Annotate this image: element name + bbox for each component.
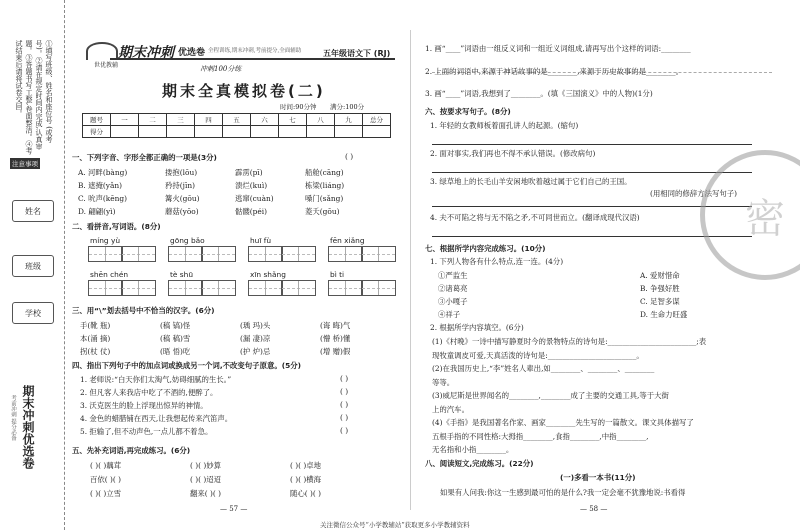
pinyin-label: gōng bǎo: [170, 236, 205, 245]
q6-4: 4. 夫不可陷之将与无不陷之矛,不可同世而立。(翻译成现代汉语): [430, 213, 640, 222]
q6-title: 六、按要求写句子。(8分): [425, 107, 511, 116]
q3-cell: (晤 悟)吃: [160, 347, 191, 356]
q4-item: 4. 金色的蜡腊铺在西天,让我想起传来汽笛声。: [80, 414, 233, 423]
match-left-item[interactable]: ④祥子: [438, 310, 461, 319]
pinyin-label: fēn xiǎng: [330, 236, 365, 245]
q6-3: 3. 绿草地上的长毛山羊安闲地吹着越过属于它们自己的王国。: [430, 177, 632, 186]
fill-line[interactable]: (4)《手指》是我国著名作家、画家________先生写的一篇散文。课文具体描写了: [432, 418, 694, 427]
answer-box[interactable]: [248, 280, 283, 296]
fill-line[interactable]: 上的汽车。: [432, 404, 469, 414]
time-label: 时间:90分钟: [280, 103, 317, 111]
q4-title: 四、指出下列句子中的加点词或换成另一个词,不改变句子原意。(5分): [72, 361, 302, 370]
left-page-number: — 57 —: [220, 505, 248, 513]
q3-cell: (增 赠)假: [320, 347, 351, 356]
match-right-item[interactable]: D. 生命力旺盛: [640, 310, 688, 319]
brand-title-2: 优选卷: [178, 48, 206, 58]
pinyin-label: shēn chén: [90, 270, 129, 279]
score-cell[interactable]: [335, 126, 363, 138]
q3-cell: 本(涌 摘): [80, 334, 111, 343]
r3: 3. 画“____”词语,我想到了________。(填《三国演义》中的人物)(1分): [425, 89, 653, 98]
q3-cell: (漏 凄)凉: [240, 334, 271, 343]
name-field[interactable]: 姓名: [12, 200, 54, 222]
notice-text: ①填写班级、姓名和座位号 (或考号)。②请在规定时间内完成,认真审题。③答题书写工整,卷面整洁。④考试结束后请将试卷交回。: [15, 40, 53, 155]
q3-cell: (瑀 玛)头: [240, 321, 271, 330]
q5-title: 五、先补充词语,再完成练习。(6分): [72, 446, 191, 455]
q3-title: 三、用“\”划去括号中不恰当的汉字。(6分): [72, 306, 215, 315]
q4-item: 2. 但凡客人来我店中吃了不酒的,便醉了。: [80, 388, 218, 397]
answer-box[interactable]: [361, 246, 396, 262]
q4-answer-paren[interactable]: ( ): [340, 426, 349, 435]
q3-cell: 手(靴 瓶): [80, 321, 111, 330]
score-header-cell: 题号: [83, 114, 111, 126]
pinyin-label: míng yù: [90, 236, 121, 245]
q5-cell[interactable]: ( )( )妙算: [190, 461, 222, 470]
q1-option: B. 遮掩(yǎn): [78, 181, 123, 190]
q5-cell[interactable]: ( )( )卓地: [290, 461, 322, 470]
pinyin-label: xīn shǎng: [250, 270, 286, 279]
q5-cell[interactable]: ( )( )迢迢: [190, 475, 222, 484]
brand-vertical-sub: 考前冲刺 提分必备: [10, 395, 16, 441]
answer-box[interactable]: [121, 246, 156, 262]
full-score-label: 满分:100分: [330, 103, 365, 111]
q5-cell[interactable]: 随心( )( ): [290, 489, 322, 498]
answer-box[interactable]: [328, 280, 363, 296]
binding-sidebar: [0, 0, 65, 530]
answer-box[interactable]: [281, 246, 316, 262]
answer-box[interactable]: [328, 246, 363, 262]
q1-option: A. 河畔(bàng): [78, 168, 128, 177]
q5-cell[interactable]: ( )( )藕茸: [90, 461, 122, 470]
q7-1: 1. 下列人物各有什么特点,连一连。(4分): [430, 257, 564, 266]
score-header-cell: 六: [251, 114, 279, 126]
q4-item: 5. 拒输了,但不动声色,一点儿都不着急。: [80, 427, 213, 436]
q2-title: 二、看拼音,写词语。(8分): [72, 222, 161, 231]
q3-cell: (诲 晦)气: [320, 321, 351, 330]
q3-cell: (稿 镐)怪: [160, 321, 191, 330]
r1: 1. 画“____”词语由一组反义词和一组近义词组成,请再写出个这样的词语:________: [425, 44, 691, 53]
practice-label: 冲刺100分练: [200, 65, 242, 73]
match-right-item[interactable]: B. 争强好胜: [640, 284, 680, 293]
bottom-note: 关注微信公众号“小学教辅站”获取更多小学教辅资料: [320, 521, 470, 529]
pinyin-label: tè shū: [170, 270, 194, 279]
q1-option-word: 栋梁(liáng): [305, 181, 345, 190]
score-header-cell: 八: [307, 114, 335, 126]
grade-label: 五年级语文下 (RJ): [323, 49, 391, 58]
page-divider: [410, 30, 411, 510]
q6-3-note: (用相同的修辞方法写句子): [650, 189, 738, 198]
reading-title: (一)多看一本书(11分): [560, 473, 636, 482]
score-cell[interactable]: [307, 126, 335, 138]
r2: 2. 上面的词语中,来源于神话故事的是________,来源于历史故事的是________。: [425, 67, 683, 76]
score-header-cell: 一: [111, 114, 139, 126]
score-cell[interactable]: [139, 126, 167, 138]
q1-option-word: 篝火(gōu): [165, 194, 200, 203]
q1-option-word: 菱夭(gōu): [305, 207, 340, 216]
score-cell[interactable]: [251, 126, 279, 138]
q4-answer-paren[interactable]: ( ): [340, 387, 349, 396]
fill-line[interactable]: 五根手指的不同性格:大拇指________,食指________,中指________,: [432, 431, 649, 441]
q3-cell: 拐(杖 仗): [80, 347, 111, 356]
publisher: 世优教辅: [94, 62, 119, 69]
match-left-item[interactable]: ③小嘎子: [438, 297, 468, 306]
q1-title: 一、下列字音、字形全都正确的一项是(3分): [72, 153, 217, 162]
school-field[interactable]: 学校: [12, 302, 54, 324]
confidential-stamp: 密: [700, 150, 800, 280]
answer-box[interactable]: [201, 246, 236, 262]
q5-cell[interactable]: 翻来( )( ): [190, 489, 222, 498]
right-page-number: — 58 —: [580, 505, 608, 513]
score-header-cell: 三: [167, 114, 195, 126]
notice-tag: 注意事项: [12, 160, 38, 168]
answer-box[interactable]: [361, 280, 396, 296]
answer-box[interactable]: [248, 246, 283, 262]
answer-box[interactable]: [121, 280, 156, 296]
q4-answer-paren[interactable]: ( ): [340, 400, 349, 409]
pinyin-label: bì ti: [330, 270, 345, 279]
q7-2: 2. 根据所学内容填空。(6分): [430, 323, 524, 332]
answer-box[interactable]: [201, 280, 236, 296]
reading-text: 如果有人问我:你这一生感到最可怕的是什么?我一定会毫不犹豫地说:书看得: [440, 488, 686, 497]
q3-cell: (稿 稿)雪: [160, 334, 191, 343]
score-cell[interactable]: [223, 126, 251, 138]
fill-line[interactable]: (3)威尼斯是世界闻名的________,________成了主要的交通工具,等于大街: [432, 391, 669, 400]
brand-title: 期末冲刺: [118, 45, 174, 61]
q1-option-word: 霹雳(pī): [235, 168, 263, 177]
q4-answer-paren[interactable]: ( ): [340, 374, 349, 383]
q1-answer-paren[interactable]: ( ): [345, 152, 354, 161]
q1-option-word: 搂抱(lōu): [165, 168, 198, 177]
q1-option-word: 逃窜(cuàn): [235, 194, 274, 203]
answer-box[interactable]: [88, 246, 123, 262]
score-header-cell: 总分: [363, 114, 391, 126]
match-left-item[interactable]: ①严监生: [438, 271, 468, 280]
page-title: 期末全真模拟卷(二): [162, 82, 326, 100]
score-header-cell: 四: [195, 114, 223, 126]
score-cell[interactable]: 得分: [83, 126, 111, 138]
pinyin-label: huī fù: [250, 236, 272, 245]
score-header-cell: 七: [279, 114, 307, 126]
q1-option-word: 骷髅(péi): [235, 207, 268, 216]
match-right-item[interactable]: A. 爱财惜命: [640, 271, 680, 280]
q1-option-word: 溃烂(kuì): [235, 181, 268, 190]
answer-box[interactable]: [88, 280, 123, 296]
score-header-cell: 二: [139, 114, 167, 126]
answer-box[interactable]: [168, 280, 203, 296]
q4-item: 1. 老师说:“白天你们太淘气,妨碍细腻的生长。”: [80, 375, 232, 384]
q1-option: C. 吮声(kēng): [78, 194, 127, 203]
score-cell[interactable]: [195, 126, 223, 138]
q1-option: D. 翩翩(yì): [78, 207, 116, 216]
q4-item: 3. 沃克医生的脸上浮现出惊异的神情。: [80, 401, 208, 410]
score-header-cell: 九: [335, 114, 363, 126]
q5-cell[interactable]: ( )( )横海: [290, 475, 322, 484]
fill-line[interactable]: 等等。: [432, 377, 455, 387]
score-table: [82, 113, 391, 138]
q5-cell[interactable]: ( )( )立雪: [90, 489, 122, 498]
q1-option-word: 蘑菇(yōo): [165, 207, 199, 216]
q5-cell[interactable]: 百依( )( ): [90, 475, 122, 484]
q1-option-word: 嗓门(sǎng): [305, 194, 344, 203]
fill-line[interactable]: (2)在我国历史上,“李”姓名人辈出,如________、________、________: [432, 364, 655, 373]
q1-option-word: 矜持(jīn): [165, 181, 195, 190]
brand-vertical: 期末冲刺优选卷: [21, 385, 35, 469]
score-cell[interactable]: [167, 126, 195, 138]
match-right-item[interactable]: C. 足智多谋: [640, 297, 680, 306]
fill-line[interactable]: (1)《村晚》一诗中描写静夏时今的景物特点的诗句是:________________________;表: [432, 337, 707, 346]
score-cell[interactable]: [279, 126, 307, 138]
score-cell[interactable]: [111, 126, 139, 138]
q4-answer-paren[interactable]: ( ): [340, 413, 349, 422]
slogan: 全程训练,期末冲刺,考前提分,全面辅助: [208, 48, 302, 54]
class-field[interactable]: 班级: [12, 255, 54, 277]
match-left-item[interactable]: ②诸葛亮: [438, 284, 468, 293]
q3-cell: (懵 桥)懂: [320, 334, 351, 343]
score-cell[interactable]: [363, 126, 391, 138]
q7-title: 七、根据所学内容完成练习。(10分): [425, 244, 546, 253]
q6-1: 1. 年轻的女教师板着面孔讲人的起源。(缩句): [430, 121, 579, 130]
fill-line[interactable]: 无名指和小指________。: [432, 445, 514, 454]
score-header-cell: 五: [223, 114, 251, 126]
q3-cell: (护 炉)忌: [240, 347, 271, 356]
q1-option-word: 船舱(cāng): [305, 168, 344, 177]
q6-2: 2. 面对事实,我们再也不得不承认错误。(修改病句): [430, 149, 596, 158]
fill-line[interactable]: 现牧童调皮可爱,天真活泼的诗句是:________________________。: [432, 350, 644, 360]
answer-box[interactable]: [168, 246, 203, 262]
answer-box[interactable]: [281, 280, 316, 296]
q8-title: 八、阅读短文,完成练习。(22分): [425, 459, 534, 468]
